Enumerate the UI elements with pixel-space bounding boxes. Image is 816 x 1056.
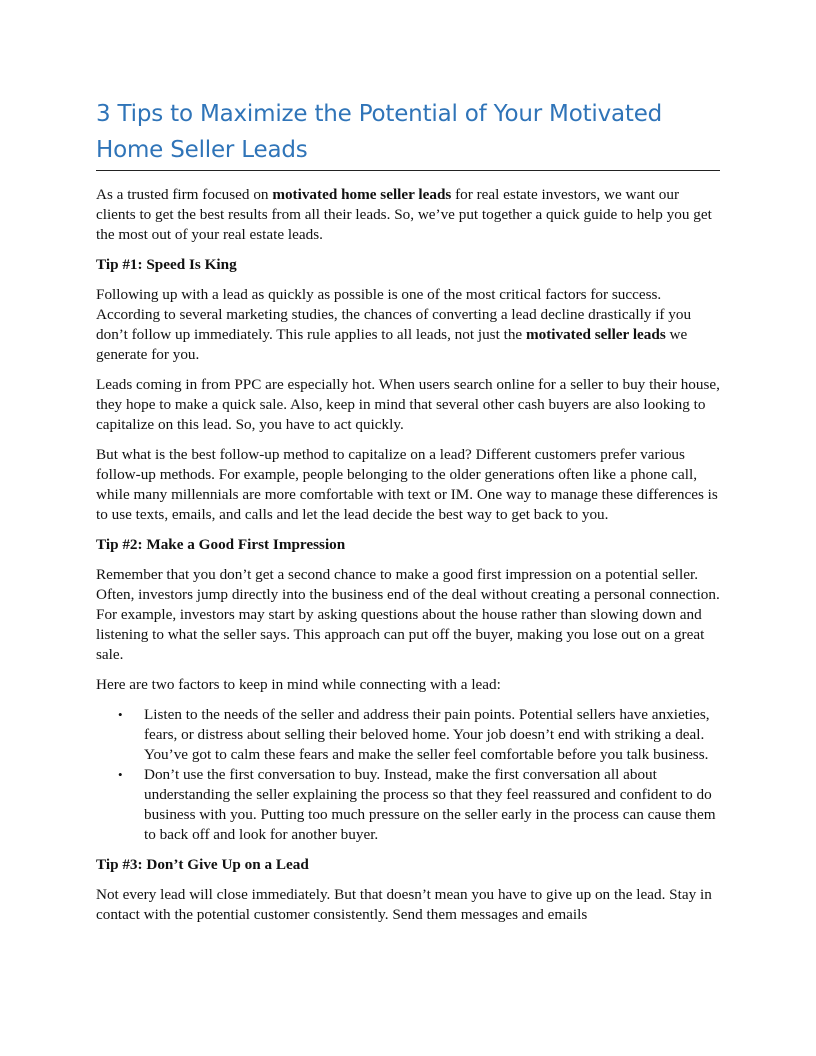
list-item (96, 765, 720, 845)
tip2-bullet-list (96, 705, 720, 845)
intro-paragraph (96, 185, 720, 245)
tip1-p1-pre: Following up with a lead as quickly as possible is one of the most critical factors for success. According to several marketing studies, the chances of converting a lead decline drastically if you don’t follow up immediately. This rule applies to all leads, not just the (96, 286, 692, 343)
page-title (96, 96, 720, 171)
intro-text-pre: As a trusted firm focused on (96, 186, 273, 203)
tip3-paragraph-1: Not every lead will close immediately. But that doesn’t mean you have to give up on the lead. Stay in contact with the potential customer consistently. Send them messages and emails (96, 886, 712, 923)
title-line-2: Home Seller Leads (96, 137, 308, 163)
document-page (96, 96, 720, 935)
list-item-text: Listen to the needs of the seller and address their pain points. Potential sellers have anxieties, fears, or distress about selling their beloved home. Your job doesn’t end with striking a deal. You’ve got to calm these fears and make the seller feel comfortable before you talk business. (144, 706, 710, 763)
list-item-text: Don’t use the first conversation to buy. Instead, make the first conversation all about understanding the seller explaining the process so that they feel reassured and confident to do business with you. Putting too much pressure on the seller early in the process can cause them to back off and look for another buyer. (144, 766, 716, 843)
tip1-heading: Tip #1: Speed Is King (96, 256, 237, 273)
tip2-paragraph-2: Here are two factors to keep in mind while connecting with a lead: (96, 676, 501, 693)
bullet-icon: • (118, 767, 123, 782)
tip3-heading: Tip #3: Don’t Give Up on a Lead (96, 856, 309, 873)
tip1-paragraph-1 (96, 285, 720, 365)
list-item (96, 705, 720, 765)
tip1-paragraph-3: But what is the best follow-up method to capitalize on a lead? Different customers prefer various follow-up methods. For example, people belonging to the older generations often like a phone call, while many millennials are more comfortable with text or IM. One way to manage these differences is to use texts, emails, and calls and let the lead decide the best way to get back to you. (96, 446, 718, 523)
title-line-1: 3 Tips to Maximize the Potential of Your Motivated (96, 101, 663, 127)
intro-text-post: for real estate investors, we want our clients to get the best results from all their leads. So, we’ve put together a quick guide to help you get the most out of your real estate leads. (96, 186, 712, 243)
tip1-p1-post: we generate for you. (96, 326, 688, 363)
tip1-paragraph-2: Leads coming in from PPC are especially hot. When users search online for a seller to buy their house, they hope to make a quick sale. Also, keep in mind that several other cash buyers are also looking to capitalize on this lead. So, you have to act quickly. (96, 376, 720, 433)
tip2-heading: Tip #2: Make a Good First Impression (96, 536, 346, 553)
bullet-icon: • (118, 707, 123, 722)
tip2-paragraph-1: Remember that you don’t get a second chance to make a good first impression on a potential seller. Often, investors jump directly into the business end of the deal without creating a personal connection. For example, investors may start by asking questions about the house rather than slowing down and listening to what the seller says. This approach can put off the buyer, making you lose out on a great sale. (96, 566, 720, 663)
tip1-p1-bold: motivated seller leads (525, 326, 666, 343)
intro-bold-phrase: motivated home seller leads (272, 186, 452, 203)
